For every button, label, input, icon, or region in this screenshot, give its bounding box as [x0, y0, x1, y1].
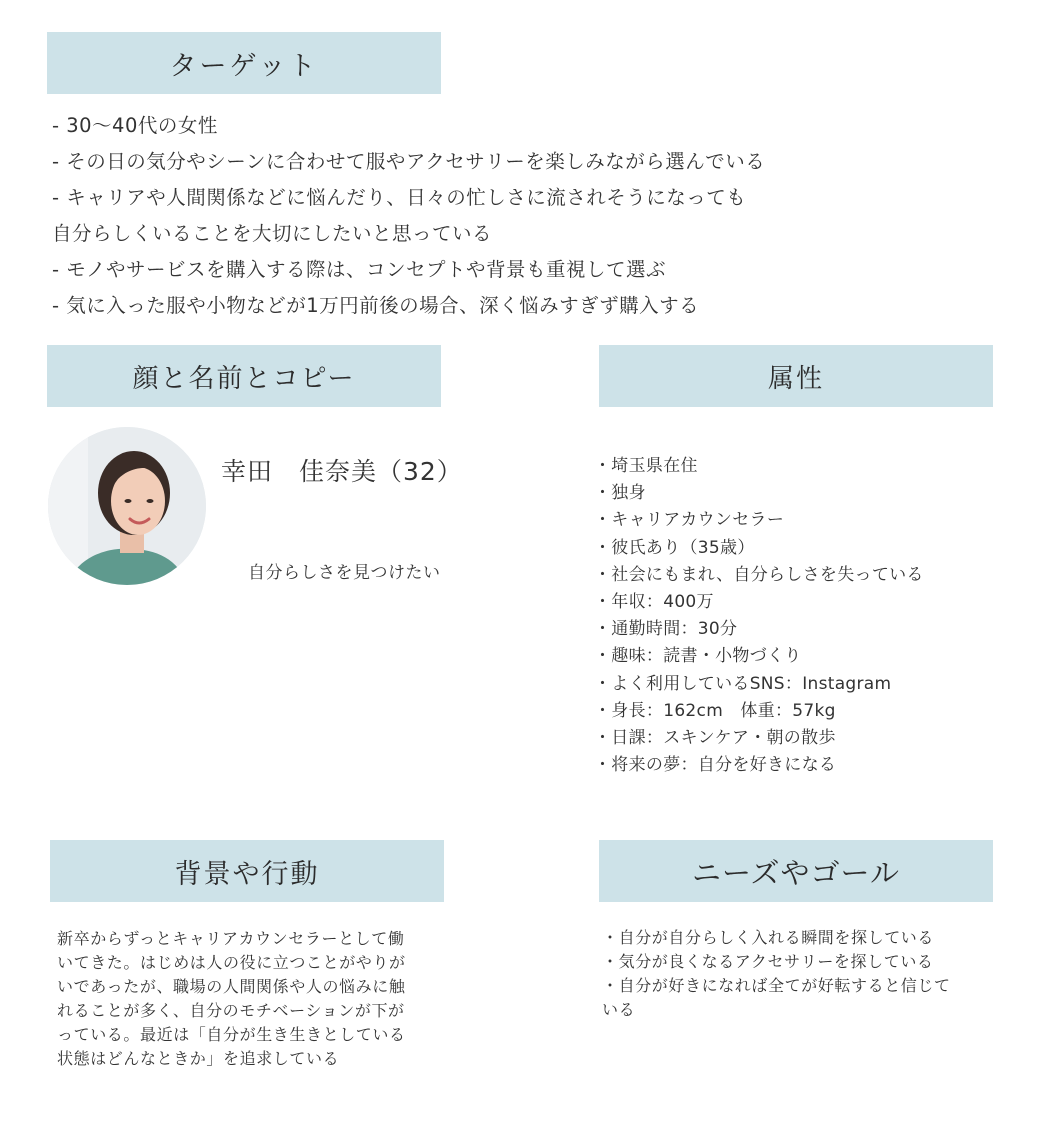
needs-list — [602, 926, 951, 1022]
profile-header: 顔と名前とコピー — [47, 345, 441, 407]
target-line: - モノやサービスを購入する際は、コンセプトや背景も重視して選ぶ — [52, 258, 667, 281]
needs-line: ・自分が好きになれば全てが好転すると信じて — [602, 976, 951, 995]
needs-header: ニーズやゴール — [599, 840, 993, 902]
attribute-item: ・彼氏あり（35歳） — [594, 537, 755, 558]
background-line: 状態はどんなときか」を追求している — [57, 1049, 340, 1068]
target-line: - 気に入った服や小物などが1万円前後の場合、深く悩みすぎず購入する — [52, 294, 700, 317]
attribute-item: ・よく利用しているSNS：Instagram — [594, 673, 892, 694]
attribute-item: ・将来の夢：自分を好きになる — [594, 755, 837, 776]
target-line: - その日の気分やシーンに合わせて服やアクセサリーを楽しみながら選んでいる — [52, 150, 766, 173]
attribute-item: ・身長：162cm 体重：57kg — [594, 700, 836, 721]
avatar-portrait — [48, 427, 206, 585]
target-line: 自分らしくいることを大切にしたいと思っている — [52, 222, 493, 245]
attribute-item: ・キャリアカウンセラー — [594, 510, 785, 531]
attribute-item: ・独身 — [594, 483, 646, 504]
attribute-item: ・社会にもまれ、自分らしさを失っている — [594, 564, 924, 585]
background-line: 新卒からずっとキャリアカウンセラーとして働 — [57, 929, 405, 948]
attribute-item: ・通勤時間：30分 — [594, 619, 738, 640]
background-line: いであったが、職場の人間関係や人の悩みに触 — [57, 977, 406, 996]
profile-copy: 自分らしさを見つけたい — [248, 563, 441, 583]
background-line: いてきた。はじめは人の役に立つことがやりが — [57, 953, 406, 972]
attribute-item: ・趣味：読書・小物づくり — [594, 646, 802, 667]
attribute-item: ・年収：400万 — [594, 591, 714, 612]
background-header: 背景や行動 — [50, 840, 444, 902]
target-list — [52, 108, 765, 324]
target-line: - キャリアや人間関係などに悩んだり、日々の忙しさに流されそうになっても — [52, 186, 747, 209]
target-line: - 30～40代の女性 — [52, 114, 218, 137]
needs-line: ・自分が自分らしく入れる瞬間を探している — [602, 928, 935, 947]
background-text — [57, 927, 406, 1071]
avatar — [48, 427, 206, 585]
attribute-item: ・日課：スキンケア・朝の散歩 — [594, 727, 836, 748]
background-line: れることが多く、自分のモチベーションが下が — [57, 1001, 405, 1020]
attributes-header: 属性 — [599, 345, 993, 407]
needs-line: いる — [602, 1000, 636, 1019]
attribute-item: ・埼玉県在住 — [594, 456, 698, 476]
attributes-list — [594, 453, 924, 779]
needs-line: ・気分が良くなるアクセサリーを探している — [602, 952, 934, 971]
profile-name: 幸田 佳奈美（32） — [221, 457, 463, 486]
background-line: っている。最近は「自分が生き生きとしている — [57, 1025, 406, 1044]
target-header: ターゲット — [47, 32, 441, 94]
